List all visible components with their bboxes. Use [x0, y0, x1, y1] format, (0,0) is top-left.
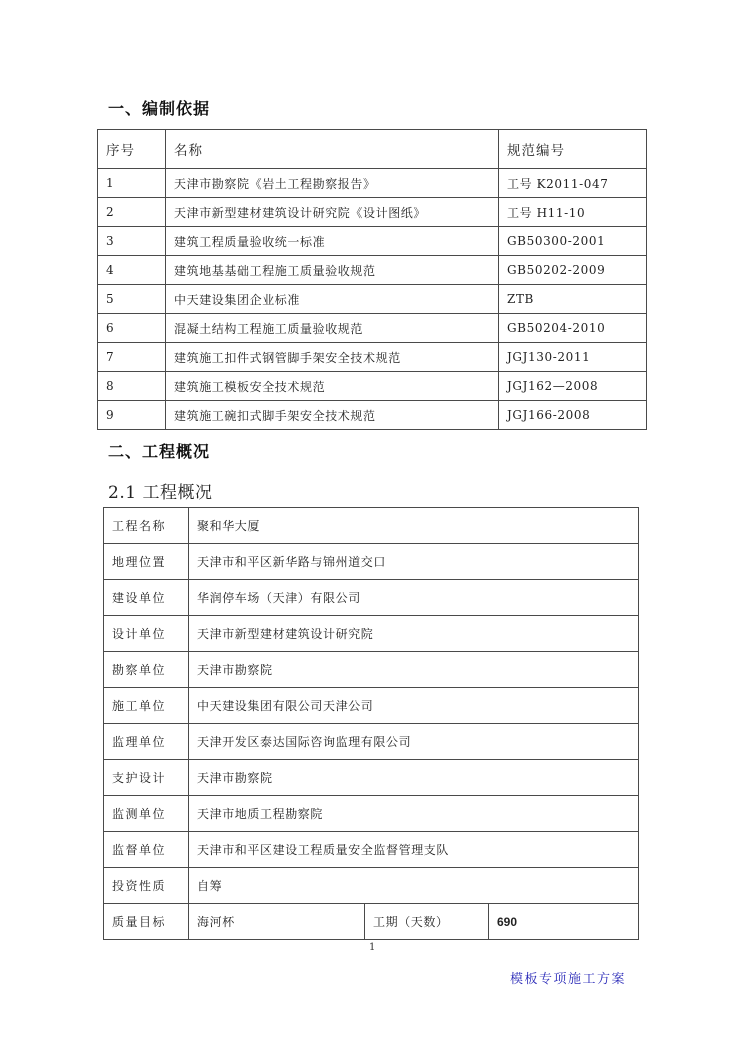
- row-value: 天津开发区泰达国际咨询监理有限公司: [189, 724, 639, 760]
- cell-code: JGJ162—2008: [499, 372, 647, 401]
- table-row: [104, 688, 639, 724]
- row-value: 中天建设集团有限公司天津公司: [189, 688, 639, 724]
- cell-index: 8: [98, 372, 166, 401]
- quality-target-label: 质量目标: [104, 904, 189, 940]
- cell-name: 天津市勘察院《岩土工程勘察报告》: [166, 169, 499, 198]
- table-row: [104, 616, 639, 652]
- cell-index: 4: [98, 256, 166, 285]
- row-value: 天津市和平区建设工程质量安全监督管理支队: [189, 832, 639, 868]
- table-row: [104, 580, 639, 616]
- overview-table: [103, 507, 639, 940]
- table-row: [104, 724, 639, 760]
- cell-code: 工号 H11-10: [499, 198, 647, 227]
- cell-index: 7: [98, 343, 166, 372]
- row-label: 地理位置: [104, 544, 189, 580]
- cell-index: 3: [98, 227, 166, 256]
- table-row: [98, 343, 647, 372]
- table-row: [98, 285, 647, 314]
- footer-document-title: 模板专项施工方案: [510, 972, 627, 987]
- table-row: [98, 169, 647, 198]
- row-label: 工程名称: [104, 508, 189, 544]
- row-label: 勘察单位: [104, 652, 189, 688]
- cell-name: 建筑地基基础工程施工质量验收规范: [166, 256, 499, 285]
- row-value: 天津市和平区新华路与锦州道交口: [189, 544, 639, 580]
- table-row: [104, 544, 639, 580]
- row-value: 华润停车场（天津）有限公司: [189, 580, 639, 616]
- cell-name: 混凝土结构工程施工质量验收规范: [166, 314, 499, 343]
- duration-label: 工期（天数）: [365, 904, 489, 940]
- table-row: [98, 314, 647, 343]
- cell-index: 2: [98, 198, 166, 227]
- cell-code: JGJ130-2011: [499, 343, 647, 372]
- cell-index: 6: [98, 314, 166, 343]
- cell-index: 1: [98, 169, 166, 198]
- basis-table: [97, 129, 647, 430]
- header-index: 序号: [98, 130, 166, 169]
- cell-index: 9: [98, 401, 166, 430]
- cell-code: GB50202-2009: [499, 256, 647, 285]
- row-value: 天津市勘察院: [189, 760, 639, 796]
- row-label: 监理单位: [104, 724, 189, 760]
- table-row: [104, 760, 639, 796]
- table-row: [104, 868, 639, 904]
- cell-code: JGJ166-2008: [499, 401, 647, 430]
- table-header-row: [98, 130, 647, 169]
- row-label: 支护设计: [104, 760, 189, 796]
- subsection-heading-overview: 2.1 工程概况: [108, 483, 213, 503]
- section-heading-overview: 二、工程概况: [108, 442, 211, 461]
- table-row: [98, 256, 647, 285]
- header-name: 名称: [166, 130, 499, 169]
- cell-name: 中天建设集团企业标准: [166, 285, 499, 314]
- cell-name: 建筑工程质量验收统一标准: [166, 227, 499, 256]
- table-row: [104, 832, 639, 868]
- table-row: [98, 372, 647, 401]
- table-row: [98, 227, 647, 256]
- row-value: 天津市地质工程勘察院: [189, 796, 639, 832]
- page-number: 1: [369, 942, 376, 953]
- row-label: 施工单位: [104, 688, 189, 724]
- table-row: [98, 198, 647, 227]
- cell-name: 建筑施工扣件式钢管脚手架安全技术规范: [166, 343, 499, 372]
- row-value: 聚和华大厦: [189, 508, 639, 544]
- row-value: 自筹: [189, 868, 639, 904]
- row-label: 监测单位: [104, 796, 189, 832]
- cell-code: GB50300-2001: [499, 227, 647, 256]
- row-label: 设计单位: [104, 616, 189, 652]
- table-row: [98, 401, 647, 430]
- table-row-quality-duration: [104, 904, 639, 940]
- row-value: 天津市新型建材建筑设计研究院: [189, 616, 639, 652]
- row-value: 天津市勘察院: [189, 652, 639, 688]
- cell-name: 建筑施工碗扣式脚手架安全技术规范: [166, 401, 499, 430]
- cell-index: 5: [98, 285, 166, 314]
- table-row: [104, 508, 639, 544]
- row-label: 建设单位: [104, 580, 189, 616]
- table-row: [104, 652, 639, 688]
- quality-target-value: 海河杯: [189, 904, 365, 940]
- section-heading-basis: 一、编制依据: [108, 99, 211, 118]
- cell-code: 工号 K2011-047: [499, 169, 647, 198]
- cell-code: GB50204-2010: [499, 314, 647, 343]
- header-code: 规范编号: [499, 130, 647, 169]
- row-label: 监督单位: [104, 832, 189, 868]
- row-label: 投资性质: [104, 868, 189, 904]
- cell-name: 建筑施工模板安全技术规范: [166, 372, 499, 401]
- cell-code: ZTB: [499, 285, 647, 314]
- table-row: [104, 796, 639, 832]
- duration-value: 690: [489, 904, 639, 940]
- cell-name: 天津市新型建材建筑设计研究院《设计图纸》: [166, 198, 499, 227]
